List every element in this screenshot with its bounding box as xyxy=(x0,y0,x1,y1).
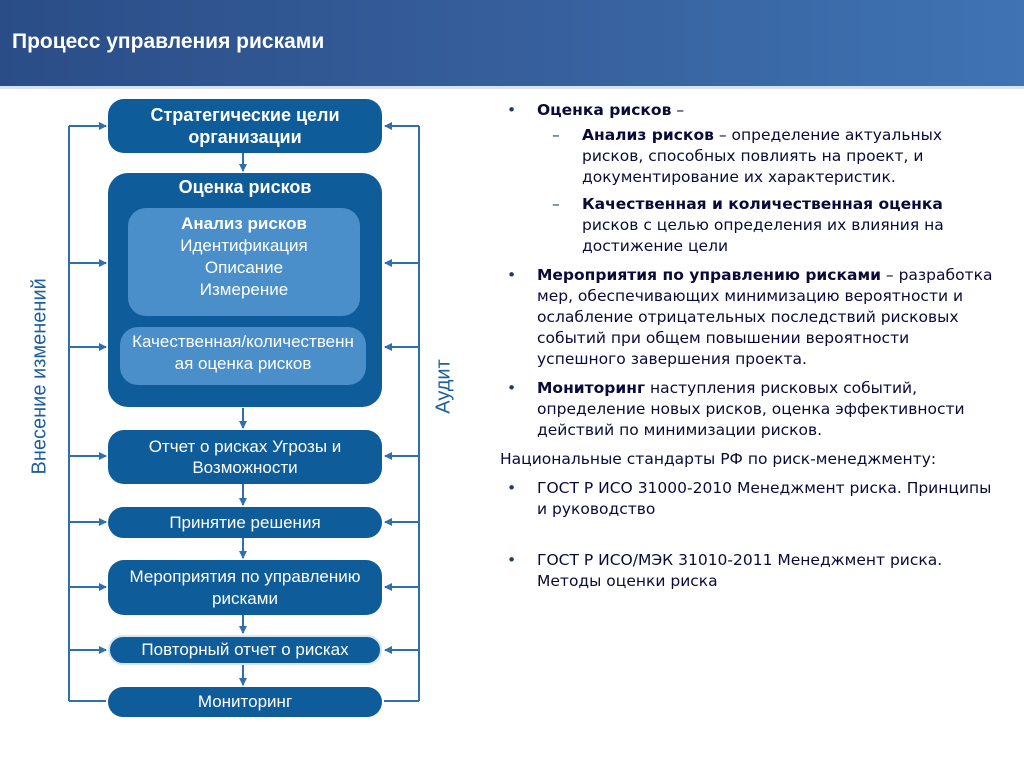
analysis-item-identification: Идентификация xyxy=(180,236,308,256)
measures-box xyxy=(108,560,382,615)
page-title: Процесс управления рисками xyxy=(12,30,325,53)
audit-label: Аудит xyxy=(432,359,455,414)
list-item-title: Мониторинг xyxy=(537,379,646,397)
changes-label: Внесение изменений xyxy=(28,278,51,475)
risk-analysis-title: Анализ рисков xyxy=(181,214,307,233)
monitoring-box xyxy=(108,687,382,717)
list-item-text: ГОСТ Р ИСО/МЭК 31010-2011 Менеджмент риска. Методы оценки риска xyxy=(537,551,943,590)
analysis-item-measurement: Измерение xyxy=(199,280,289,300)
list-item-risk-evaluation xyxy=(500,100,1000,121)
re-report-box xyxy=(108,635,382,665)
monitoring-label: Мониторинг xyxy=(197,692,293,712)
sublist-item-analysis xyxy=(500,125,1000,188)
risk-evaluation-box xyxy=(108,173,382,407)
decision-label: Принятие решения xyxy=(169,512,321,532)
decision-box xyxy=(108,507,382,538)
strategic-goals-box xyxy=(108,99,382,153)
description-text xyxy=(500,100,1000,592)
list-item-text: наступления рисковых событий, определение новых рисков, оценка эффективности действий по минимизации рисков. xyxy=(537,379,965,439)
re-report-label: Повторный отчет о рисках xyxy=(141,640,349,660)
sublist-item-text: рисков с целью определения их влияния на достижение цели xyxy=(582,216,944,255)
list-item-title: Оценка рисков xyxy=(537,101,672,119)
sublist-item-title: Качественная и количественная оценка xyxy=(582,195,943,213)
list-item-text: – разработка мер, обеспечивающих минимизацию вероятности и ослабление отрицательных последствий рисковых событий при общем повышении вероятности успешного завершения проекта. xyxy=(537,266,993,368)
list-item-standard-1 xyxy=(500,478,1000,520)
list-item-monitoring xyxy=(500,378,1000,441)
dash: – xyxy=(552,195,560,213)
bullet: • xyxy=(507,266,517,284)
analysis-item-description: Описание xyxy=(204,258,284,278)
bullet: • xyxy=(507,379,517,397)
risk-analysis-box xyxy=(128,208,360,316)
sublist-item-text: – определение актуальных рисков, способных повлиять на проект, и документирование их характеристик. xyxy=(582,126,943,186)
qual-quant-label: Качественная/количественная оценка рисков xyxy=(132,332,354,374)
list-item-standard-2 xyxy=(500,550,1000,592)
sublist-item-assessment xyxy=(500,194,1000,257)
risk-report-label: Отчет о рисках Угрозы и Возможности xyxy=(148,436,342,477)
list-item-text: ГОСТ Р ИСО 31000-2010 Менеджмент риска. Принципы и руководство xyxy=(537,479,992,518)
risk-report-box xyxy=(108,430,382,484)
measures-label: Мероприятия по управлению рисками xyxy=(129,567,361,608)
sublist-item-title: Анализ рисков xyxy=(582,126,714,144)
qual-quant-box xyxy=(120,327,366,385)
risk-evaluation-title: Оценка рисков xyxy=(178,177,312,197)
process-diagram xyxy=(0,0,480,767)
list-item-text: – xyxy=(671,101,685,119)
list-item-title: Мероприятия по управлению рисками xyxy=(537,266,881,284)
dash: – xyxy=(552,126,560,144)
list-item-measures xyxy=(500,265,1000,370)
bullet: • xyxy=(507,551,517,569)
bullet: • xyxy=(507,101,517,119)
standards-intro: Национальные стандарты РФ по риск-менеджменту: xyxy=(500,450,937,468)
strategic-goals-label: Стратегические цели организации xyxy=(150,104,340,147)
bullet: • xyxy=(507,479,517,497)
